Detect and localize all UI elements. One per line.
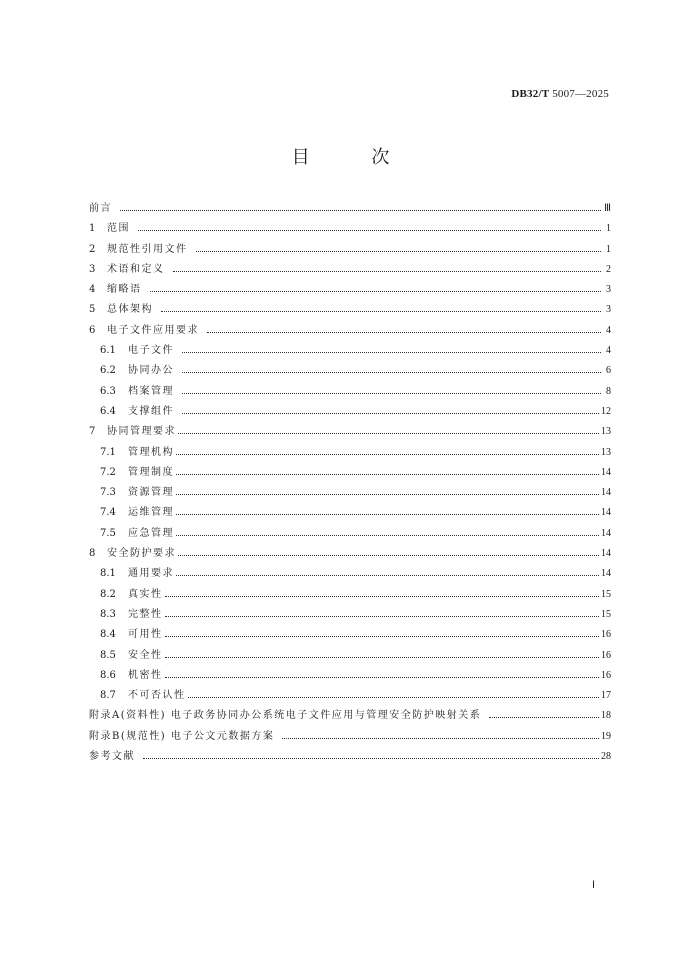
toc-entry[interactable] — [89, 199, 611, 219]
toc-entry-label: 总体架构 — [107, 304, 153, 316]
toc-entry-label: 附录A(资料性) 电子政务协同办公系统电子文件应用与管理安全防护映射关系 — [89, 710, 482, 722]
toc-entry[interactable] — [89, 686, 611, 706]
toc-entry[interactable] — [89, 605, 611, 625]
toc-entry-label: 不可否认性 — [128, 690, 186, 702]
toc-entry-page: 14 — [601, 527, 611, 539]
toc-entry-label: 真实性 — [128, 588, 163, 600]
toc-entry[interactable] — [89, 240, 611, 260]
toc-entry-page: 1 — [606, 243, 611, 255]
toc-dot-leader — [176, 493, 599, 495]
toc-dot-leader — [138, 229, 601, 231]
toc-dot-leader — [176, 513, 599, 515]
toc-entry[interactable] — [89, 402, 611, 422]
toc-dot-leader — [282, 737, 599, 739]
toc-entry-number: 7.1 — [100, 446, 116, 458]
toc-entry[interactable] — [89, 646, 611, 666]
toc-entry-number: 8.3 — [100, 608, 116, 620]
toc-entry-label: 资源管理 — [128, 487, 174, 499]
toc-entry-number: 8.2 — [100, 588, 116, 600]
toc-entry-number: 8.1 — [100, 568, 116, 580]
toc-entry-page: 16 — [601, 649, 611, 661]
toc-entry[interactable] — [89, 544, 611, 564]
toc-entry-page: 16 — [601, 669, 611, 681]
toc-dot-leader — [182, 371, 601, 373]
toc-dot-leader — [165, 656, 600, 658]
toc-entry-number: 7.3 — [100, 487, 116, 499]
toc-entry-number: 6.2 — [100, 365, 116, 377]
toc-entry-page: 4 — [606, 345, 611, 357]
toc-entry-page: 3 — [606, 304, 611, 316]
toc-entry-page: 1 — [606, 223, 611, 235]
toc-entry-number: 7.4 — [100, 507, 116, 519]
toc-entry-number: 8 — [89, 548, 96, 560]
toc-entry-page: 16 — [601, 629, 611, 641]
toc-dot-leader — [176, 473, 599, 475]
toc-entry[interactable] — [89, 341, 611, 361]
toc-dot-leader — [182, 392, 601, 394]
toc-entry-label: 规范性引用文件 — [107, 243, 188, 255]
toc-entry[interactable] — [89, 300, 611, 320]
toc-entry-page: 13 — [601, 446, 611, 458]
toc-entry-label: 可用性 — [128, 629, 163, 641]
toc-entry-number: 3 — [89, 263, 96, 275]
toc-entry-label: 范围 — [107, 223, 130, 235]
toc-entry-label: 附录B(规范性) 电子公文元数据方案 — [89, 730, 275, 742]
toc-entry-label: 前言 — [89, 203, 112, 214]
toc-entry[interactable] — [89, 443, 611, 463]
toc-entry-page: 4 — [606, 324, 611, 336]
toc-entry-page: 14 — [601, 568, 611, 580]
toc-entry[interactable] — [89, 219, 611, 239]
table-of-contents — [89, 199, 611, 767]
toc-entry-number: 6 — [89, 324, 96, 336]
toc-entry-page: 15 — [601, 608, 611, 620]
toc-entry-number: 7.5 — [100, 527, 116, 539]
toc-entry[interactable] — [89, 524, 611, 544]
footer-page-number: Ⅰ — [592, 880, 595, 891]
toc-entry-label: 参考文献 — [89, 751, 135, 763]
toc-entry[interactable] — [89, 463, 611, 483]
toc-dot-leader — [161, 310, 601, 312]
toc-entry-label: 电子文件 — [128, 345, 174, 357]
toc-entry-page: Ⅲ — [604, 203, 611, 214]
document-code — [511, 88, 609, 100]
toc-dot-leader — [143, 757, 599, 759]
toc-entry-page: 2 — [606, 263, 611, 275]
toc-entry-label: 安全防护要求 — [107, 548, 176, 560]
toc-entry-label: 电子文件应用要求 — [107, 324, 199, 336]
toc-entry-label: 机密性 — [128, 669, 163, 681]
toc-entry-page: 12 — [601, 405, 611, 417]
toc-entry[interactable] — [89, 727, 611, 747]
toc-dot-leader — [173, 270, 602, 272]
toc-entry-number: 6.4 — [100, 405, 116, 417]
toc-entry-label: 通用要求 — [128, 568, 174, 580]
toc-entry[interactable] — [89, 747, 611, 767]
toc-entry[interactable] — [89, 280, 611, 300]
toc-entry-label: 支撑组件 — [128, 405, 174, 417]
toc-entry-page: 15 — [601, 588, 611, 600]
toc-entry[interactable] — [89, 625, 611, 645]
toc-dot-leader — [176, 574, 599, 576]
toc-entry-number: 8.4 — [100, 629, 116, 641]
toc-dot-leader — [182, 412, 599, 414]
toc-entry[interactable] — [89, 382, 611, 402]
toc-entry-label: 协同办公 — [128, 365, 174, 377]
toc-entry-number: 6.3 — [100, 385, 116, 397]
toc-entry-page: 13 — [601, 426, 611, 438]
toc-entry-number: 8.7 — [100, 690, 116, 702]
toc-entry[interactable] — [89, 361, 611, 381]
toc-entry-number: 8.5 — [100, 649, 116, 661]
toc-entry-page: 14 — [601, 466, 611, 478]
toc-dot-leader — [176, 534, 599, 536]
toc-entry-page: 14 — [601, 548, 611, 560]
toc-entry[interactable] — [89, 260, 611, 280]
toc-dot-leader — [489, 716, 599, 718]
toc-dot-leader — [178, 432, 599, 434]
toc-entry-label: 术语和定义 — [107, 263, 165, 275]
toc-dot-leader — [165, 615, 600, 617]
toc-entry-page: 18 — [601, 710, 611, 722]
page-title: 目 次 — [291, 147, 418, 168]
toc-dot-leader — [176, 453, 599, 455]
toc-entry-page: 28 — [601, 751, 611, 763]
toc-entry-label: 协同管理要求 — [107, 426, 176, 438]
toc-entry-number: 2 — [89, 243, 96, 255]
toc-dot-leader — [182, 351, 601, 353]
document-code-number: 5007—2025 — [552, 88, 609, 100]
toc-entry-page: 8 — [606, 385, 611, 397]
toc-entry-label: 档案管理 — [128, 385, 174, 397]
toc-entry[interactable] — [89, 706, 611, 726]
toc-dot-leader — [178, 554, 599, 556]
toc-entry-number: 4 — [89, 284, 96, 296]
toc-entry-label: 完整性 — [128, 608, 163, 620]
toc-entry-label: 管理制度 — [128, 466, 174, 478]
document-code-prefix: DB32/T — [511, 88, 550, 100]
toc-entry-page: 6 — [606, 365, 611, 377]
toc-entry[interactable] — [89, 422, 611, 442]
toc-entry-page: 17 — [601, 690, 611, 702]
toc-entry-number: 1 — [89, 223, 96, 235]
toc-entry-label: 管理机构 — [128, 446, 174, 458]
toc-entry[interactable] — [89, 564, 611, 584]
toc-entry-page: 14 — [601, 487, 611, 499]
toc-entry-number: 7 — [89, 426, 96, 438]
toc-dot-leader — [165, 595, 600, 597]
toc-entry-number: 8.6 — [100, 669, 116, 681]
toc-entry[interactable] — [89, 321, 611, 341]
toc-dot-leader — [165, 676, 600, 678]
toc-entry-label: 运维管理 — [128, 507, 174, 519]
toc-dot-leader — [207, 331, 601, 333]
toc-entry-number: 7.2 — [100, 466, 116, 478]
toc-dot-leader — [188, 696, 600, 698]
toc-entry-page: 3 — [606, 284, 611, 296]
toc-entry-label: 安全性 — [128, 649, 163, 661]
toc-entry-label: 应急管理 — [128, 527, 174, 539]
toc-dot-leader — [165, 635, 600, 637]
toc-entry-page: 19 — [601, 730, 611, 742]
toc-entry[interactable] — [89, 585, 611, 605]
toc-entry-number: 6.1 — [100, 345, 116, 357]
toc-dot-leader — [196, 250, 602, 252]
toc-entry-label: 缩略语 — [107, 284, 142, 296]
toc-dot-leader — [120, 209, 601, 211]
toc-entry-page: 14 — [601, 507, 611, 519]
toc-entry[interactable] — [89, 666, 611, 686]
toc-entry[interactable] — [89, 503, 611, 523]
toc-entry-number: 5 — [89, 304, 96, 316]
toc-entry[interactable] — [89, 483, 611, 503]
toc-dot-leader — [150, 290, 602, 292]
